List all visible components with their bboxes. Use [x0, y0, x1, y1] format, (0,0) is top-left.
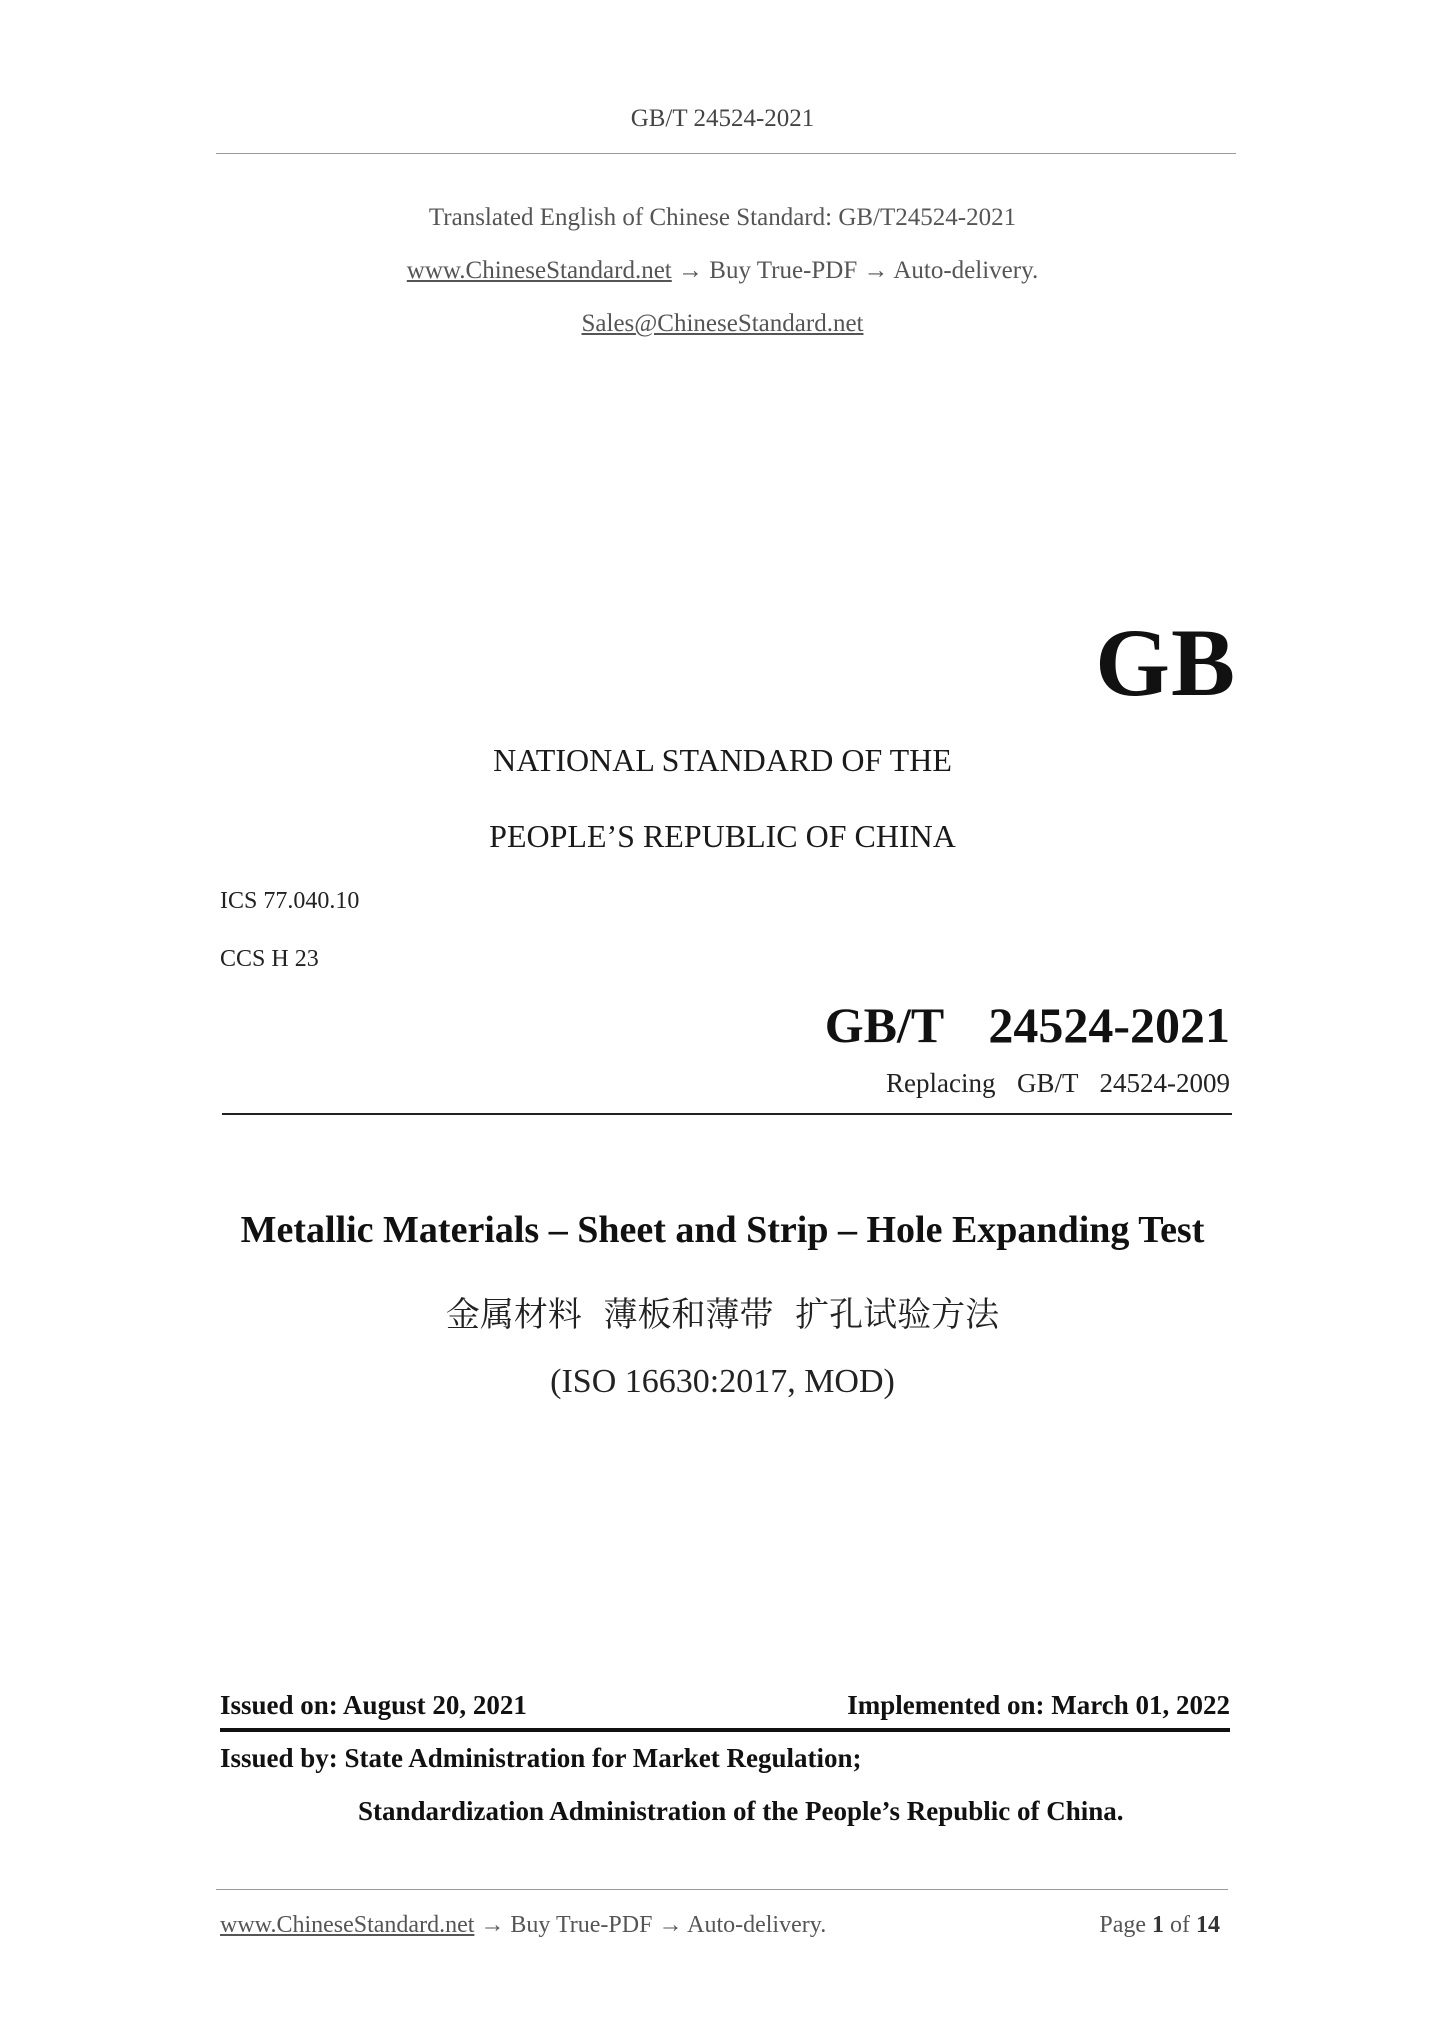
- ccs-code: CCS H 23: [220, 946, 319, 972]
- page-total: 14: [1196, 1912, 1220, 1938]
- page-number: 1: [1152, 1912, 1164, 1938]
- page-label: Page: [1099, 1912, 1146, 1938]
- implemented-on-date: Implemented on: March 01, 2022: [847, 1690, 1230, 1720]
- issue-rule: [220, 1728, 1230, 1732]
- english-title: Metallic Materials – Sheet and Strip – Hole Expanding Test: [240, 1209, 1205, 1251]
- standard-number: GB/T 24524-2021: [824, 997, 1230, 1053]
- promo-email-line: [0, 310, 1445, 338]
- issued-by-line-1: Issued by: State Administration for Market Regulation;: [220, 1743, 862, 1773]
- chinese-title: 金属材料 薄板和薄带 扩孔试验方法: [445, 1295, 1000, 1335]
- footer-rule: [216, 1889, 1228, 1890]
- footer-buy-text: → Buy True-PDF → Auto-delivery.: [474, 1912, 827, 1938]
- issued-on-date: Issued on: August 20, 2021: [220, 1690, 527, 1720]
- promo-line: Translated English of Chinese Standard: GB/T24524-2021: [428, 204, 1017, 231]
- page-indicator: [1099, 1912, 1220, 1939]
- footer-site-link[interactable]: www.ChineseStandard.net: [220, 1912, 475, 1938]
- header-rule: [216, 153, 1236, 154]
- national-standard-line-1: NATIONAL STANDARD OF THE: [493, 742, 952, 778]
- site-link[interactable]: www.ChineseStandard.net: [406, 257, 672, 284]
- of-label: of: [1170, 1912, 1190, 1938]
- national-standard-line-2: PEOPLE’S REPUBLIC OF CHINA: [489, 818, 956, 854]
- sales-email-link[interactable]: Sales@ChineseStandard.net: [581, 310, 864, 337]
- title-rule: [222, 1113, 1232, 1115]
- running-header: GB/T 24524-2021: [630, 105, 815, 132]
- iso-reference: (ISO 16630:2017, MOD): [550, 1363, 895, 1400]
- promo-buy-text: → Buy True-PDF → Auto-delivery.: [671, 257, 1039, 284]
- replacing-note: Replacing GB/T 24524-2009: [886, 1068, 1230, 1098]
- footer-promo: [220, 1912, 826, 1939]
- ics-code: ICS 77.040.10: [220, 888, 360, 914]
- issued-by-line-2: Standardization Administration of the People’s Republic of China.: [358, 1796, 1124, 1826]
- promo-buy-line: [0, 257, 1445, 285]
- gb-mark: GB: [1095, 609, 1236, 716]
